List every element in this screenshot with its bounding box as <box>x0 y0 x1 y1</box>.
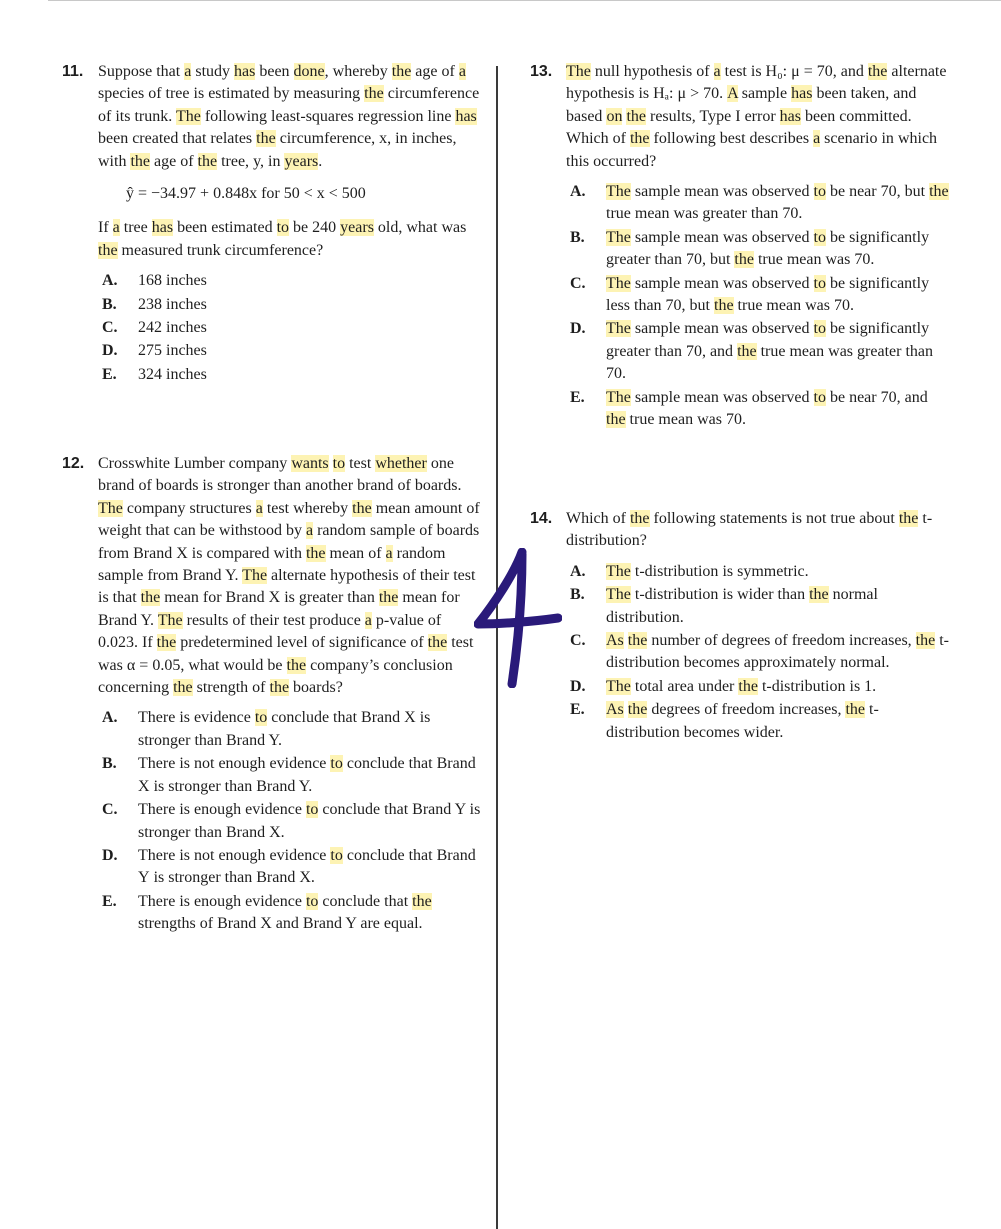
question-stem: The null hypothesis of a test is H₀: μ = 70, and the alternate hypothesis is Hₐ: μ > 70. A sample has been taken, and based on the results, Type I error has been committed. Which of the following best describes a scenario in which this occurred? <box>566 63 947 170</box>
choice-e[interactable] <box>566 699 950 744</box>
choice-letter: D. <box>102 846 118 864</box>
choice-b[interactable] <box>98 294 482 316</box>
question-stem: Suppose that a study has been done, whereby the age of a species of tree is estimated by measuring the circumference of its trunk. The following least-squares regression line has been created that relates the circumference, x, in inches, with the age of the tree, y, in years. <box>98 63 480 170</box>
highlighted-word: As <box>606 701 624 719</box>
choice-letter: A. <box>570 183 586 201</box>
choice-text: The sample mean was observed to be near 70, and the true mean was 70. <box>606 388 928 429</box>
highlighted-word: The <box>606 183 631 201</box>
question-12 <box>62 453 482 937</box>
highlighted-word: has <box>151 219 174 237</box>
choice-text: The sample mean was observed to be significantly greater than 70, and the true mean was greater than 70. <box>606 320 933 383</box>
choice-text: There is not enough evidence to conclude that Brand Y is stronger than Brand X. <box>138 846 476 887</box>
question-11 <box>62 61 482 387</box>
answer-choices <box>566 561 950 744</box>
highlighted-word: the <box>364 85 384 103</box>
highlighted-word: whether <box>375 455 427 472</box>
highlighted-word: the <box>734 251 754 269</box>
highlighted-word: to <box>330 846 343 864</box>
highlighted-word: the <box>915 632 936 650</box>
highlighted-word: a <box>458 63 466 80</box>
highlighted-word: the <box>629 130 650 148</box>
choice-text: 238 inches <box>138 295 207 313</box>
highlighted-word: the <box>305 544 326 562</box>
choice-text: There is enough evidence to conclude that the strengths of Brand X and Brand Y are equal. <box>138 892 432 933</box>
question-stem: Crosswhite Lumber company wants to test whether one brand of boards is stronger than another brand of boards. The company structures a test whereby the mean amount of weight that can be withstood by a random sample of boards from Brand X is compared with the mean of a random sample from Brand Y. The alternate hypothesis of their test is that the mean for Brand X is greater than the mean for Brand Y. The results of their test produce a p-value of 0.023. If the predetermined level of significance of the test was α = 0.05, what would be the company’s conclusion concerning the strength of the boards? <box>98 455 480 697</box>
highlighted-word: to <box>813 320 826 338</box>
choice-letter: C. <box>102 801 118 819</box>
highlighted-word: the <box>412 892 432 910</box>
highlighted-word: The <box>606 274 631 292</box>
choice-text: The sample mean was observed to be significantly less than 70, but the true mean was 70. <box>606 274 930 315</box>
highlighted-word: The <box>606 562 631 580</box>
choice-text: 168 inches <box>138 272 207 290</box>
question-14 <box>530 508 950 745</box>
highlighted-word: the <box>737 342 757 360</box>
highlighted-word: The <box>566 63 591 80</box>
highlighted-word: to <box>813 274 826 292</box>
choice-letter: D. <box>102 342 118 360</box>
question-body <box>98 453 482 699</box>
question-body <box>566 61 950 173</box>
choice-letter: D. <box>570 677 586 695</box>
ink-stroke <box>478 552 558 684</box>
highlighted-word: a <box>255 499 263 517</box>
highlighted-word: a <box>184 63 192 80</box>
question-stem: Which of the following statements is not true about the t-distribution? <box>566 510 933 550</box>
choice-a[interactable] <box>98 270 482 292</box>
highlighted-word: The <box>98 499 123 517</box>
answer-choices <box>98 270 482 386</box>
choice-b[interactable] <box>566 584 950 629</box>
highlighted-word: to <box>813 228 826 246</box>
highlighted-word: the <box>606 411 626 429</box>
highlighted-word: the <box>627 701 648 719</box>
choice-d[interactable] <box>566 318 950 385</box>
highlighted-word: The <box>242 567 268 585</box>
highlighted-word: the <box>427 634 448 652</box>
highlighted-word: the <box>269 679 290 697</box>
highlighted-word: the <box>627 632 648 650</box>
choice-a[interactable] <box>566 561 950 583</box>
highlighted-word: the <box>738 677 758 695</box>
choice-letter: B. <box>102 295 117 313</box>
highlighted-word: on <box>606 107 623 125</box>
highlighted-word: A <box>727 85 738 103</box>
highlighted-word: The <box>175 107 201 125</box>
question-number: 11. <box>62 63 84 80</box>
choice-c[interactable] <box>98 799 482 844</box>
highlighted-word: the <box>156 634 177 652</box>
choice-b[interactable] <box>98 753 482 798</box>
choice-text: The t-distribution is wider than the normal distribution. <box>606 586 878 626</box>
page-top-border <box>48 0 1001 1</box>
choice-letter: A. <box>102 272 118 290</box>
choice-c[interactable] <box>566 630 950 675</box>
highlighted-word: the <box>809 586 829 604</box>
highlighted-word: the <box>98 241 118 259</box>
choice-d[interactable] <box>98 340 482 362</box>
question-number: 14. <box>530 510 553 527</box>
handwritten-four-mark <box>474 548 562 688</box>
choice-text: 242 inches <box>138 319 207 337</box>
choice-a[interactable] <box>98 707 482 752</box>
highlighted-word: years <box>284 152 319 170</box>
highlighted-word: the <box>714 297 734 315</box>
answer-choices <box>566 181 950 431</box>
question-body <box>98 61 482 262</box>
choice-letter: E. <box>102 365 117 383</box>
choice-text: The sample mean was observed to be significantly greater than 70, but the true mean was 70. <box>606 228 930 269</box>
choice-letter: B. <box>102 755 117 773</box>
highlighted-word: The <box>606 586 631 604</box>
highlighted-word: to <box>276 219 290 237</box>
regression-equation: ŷ = −34.97 + 0.848x for 50 < x < 500 <box>126 185 366 203</box>
choice-letter: C. <box>570 274 586 292</box>
highlighted-word: the <box>929 183 949 201</box>
choice-c[interactable] <box>566 273 950 318</box>
highlighted-word: The <box>606 677 631 695</box>
highlighted-word: the <box>256 130 276 148</box>
highlighted-word: As <box>606 632 624 650</box>
choice-text: There is evidence to conclude that Brand X is stronger than Brand Y. <box>138 709 431 749</box>
highlighted-word: the <box>130 152 150 170</box>
highlighted-word: the <box>845 701 866 719</box>
choice-text: The sample mean was observed to be near 70, but the true mean was greater than 70. <box>606 183 949 223</box>
choice-text: 324 inches <box>138 365 207 383</box>
highlighted-word: the <box>629 510 650 527</box>
choice-letter: B. <box>570 586 585 604</box>
highlighted-word: the <box>140 589 161 607</box>
highlighted-word: the <box>352 499 372 517</box>
choice-text: 275 inches <box>138 342 207 360</box>
highlighted-word: the <box>286 656 307 674</box>
choice-letter: A. <box>570 562 586 580</box>
highlighted-word: a <box>112 219 120 237</box>
question-number: 13. <box>530 63 553 80</box>
choice-e[interactable] <box>98 891 482 936</box>
question-prompt: If a tree has been estimated to be 240 years old, what was the measured trunk circumference? <box>98 219 467 259</box>
choice-b[interactable] <box>566 227 950 272</box>
highlighted-word: the <box>173 679 193 697</box>
question-body <box>566 508 950 553</box>
highlighted-word: a <box>713 63 721 80</box>
highlighted-word: to <box>813 183 826 201</box>
choice-text: The t-distribution is symmetric. <box>606 562 809 580</box>
choice-e[interactable] <box>98 364 482 386</box>
highlighted-word: The <box>157 611 183 629</box>
highlighted-word: the <box>197 152 218 170</box>
highlighted-word: the <box>391 63 412 80</box>
choice-letter: C. <box>570 632 586 650</box>
choice-text: As the number of degrees of freedom increases, the t-distribution becomes approximately normal. <box>606 632 949 672</box>
highlighted-word: has <box>779 107 801 125</box>
highlighted-word: has <box>791 85 813 103</box>
choice-d[interactable] <box>566 676 950 698</box>
choice-letter: E. <box>102 892 117 910</box>
choice-text: The total area under the t-distribution is 1. <box>606 677 877 695</box>
highlighted-word: to <box>305 801 319 819</box>
choice-letter: C. <box>102 319 118 337</box>
choice-letter: D. <box>570 320 586 338</box>
answer-choices <box>98 707 482 935</box>
highlighted-word: years <box>340 219 374 237</box>
choice-letter: B. <box>570 228 585 246</box>
highlighted-word: done <box>293 63 325 80</box>
question-number: 12. <box>62 455 85 472</box>
choice-text: There is not enough evidence to conclude that Brand X is stronger than Brand Y. <box>138 755 476 795</box>
highlighted-word: the <box>867 63 888 80</box>
highlighted-word: a <box>813 130 821 148</box>
highlighted-word: has <box>234 63 256 80</box>
choice-e[interactable] <box>566 387 950 432</box>
question-13 <box>530 61 950 433</box>
highlighted-word: a <box>385 544 393 562</box>
highlighted-word: The <box>606 228 631 246</box>
highlighted-word: has <box>455 107 477 125</box>
choice-letter: A. <box>102 709 118 727</box>
highlighted-word: The <box>606 388 631 406</box>
highlighted-word: to <box>305 892 319 910</box>
highlighted-word: a <box>364 611 372 629</box>
choice-a[interactable] <box>566 181 950 226</box>
choice-c[interactable] <box>98 317 482 339</box>
highlighted-word: to <box>332 455 346 472</box>
choice-text: There is enough evidence to conclude that Brand Y is stronger than Brand X. <box>138 801 481 841</box>
highlighted-word: wants <box>291 455 329 472</box>
highlighted-word: a <box>305 522 314 540</box>
highlighted-word: to <box>813 388 826 406</box>
choice-letter: E. <box>570 388 585 406</box>
choice-letter: E. <box>570 701 585 719</box>
choice-d[interactable] <box>98 845 482 890</box>
highlighted-word: to <box>254 709 268 727</box>
choice-text: As the degrees of freedom increases, the t-distribution becomes wider. <box>606 701 879 741</box>
highlighted-word: to <box>330 755 343 773</box>
highlighted-word: the <box>898 510 919 527</box>
highlighted-word: The <box>606 320 631 338</box>
highlighted-word: the <box>378 589 399 607</box>
highlighted-word: the <box>626 107 646 125</box>
